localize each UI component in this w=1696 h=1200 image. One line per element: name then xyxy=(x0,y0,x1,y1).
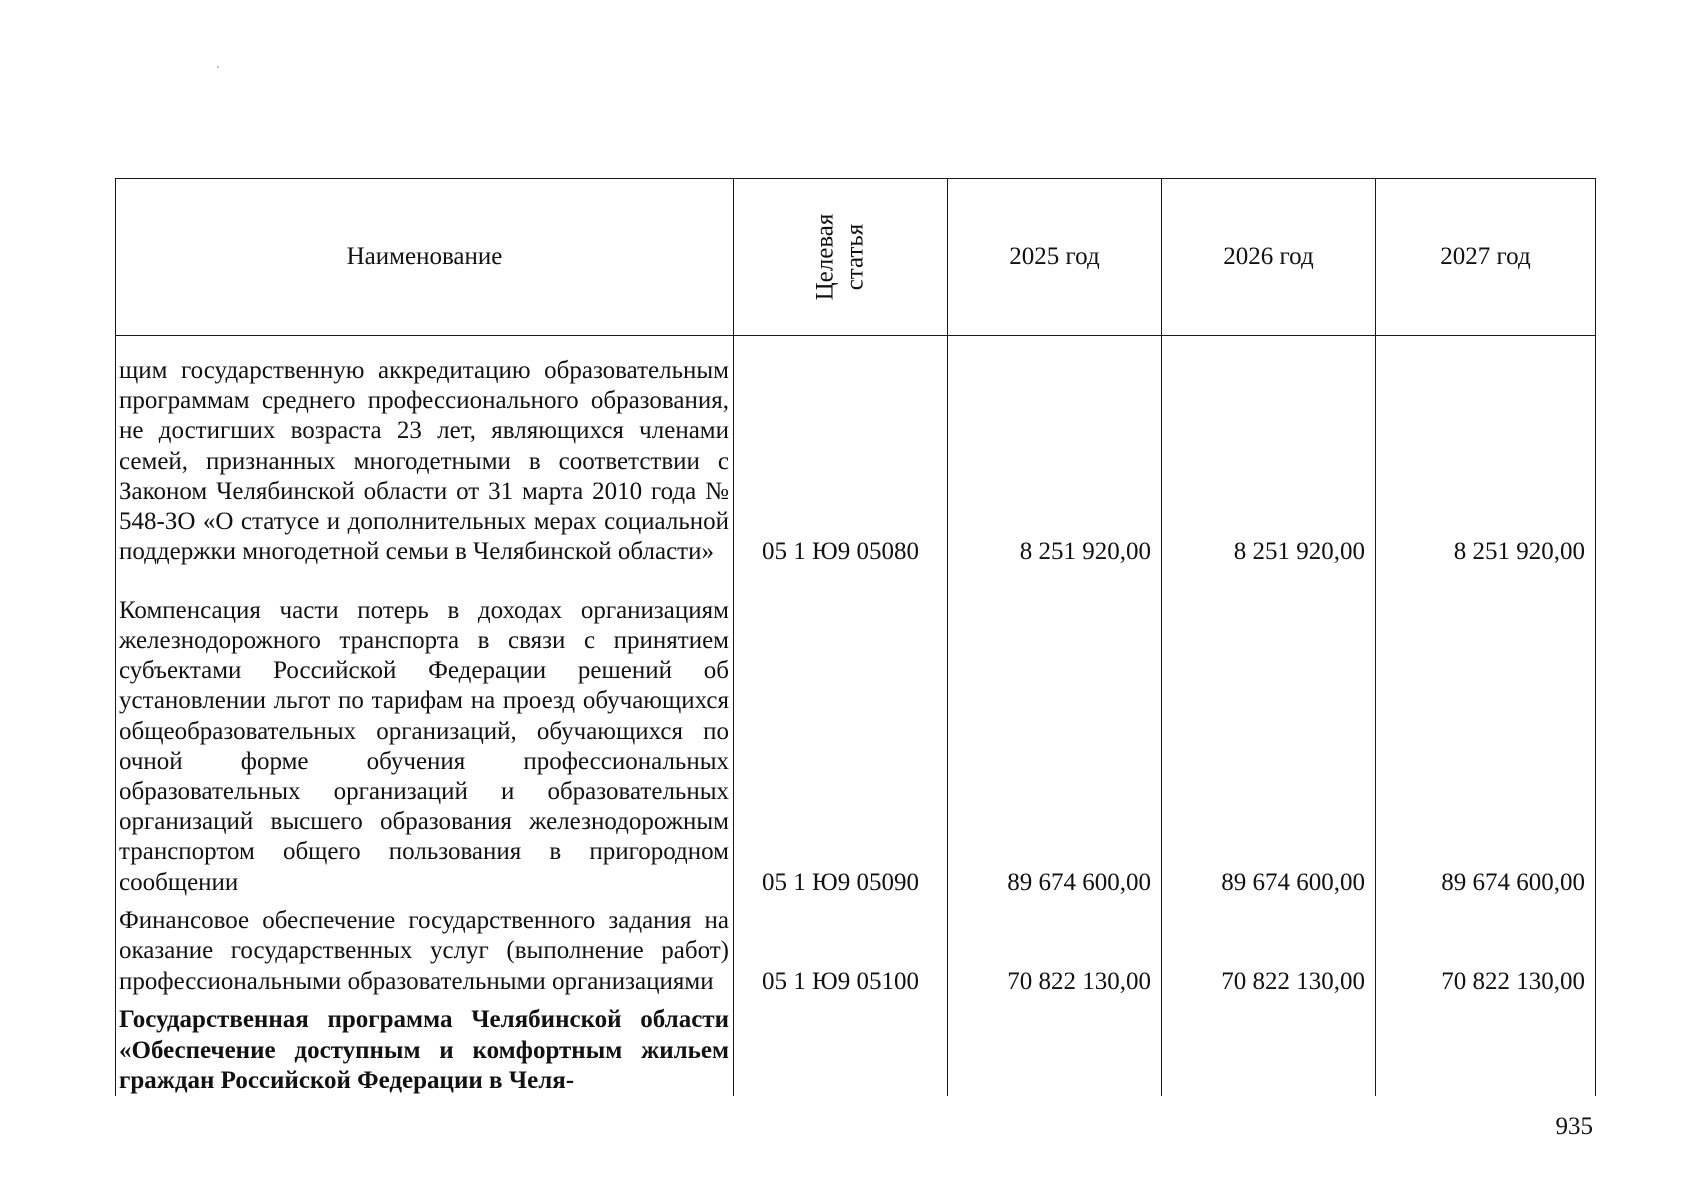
row-2027: 70 822 130,00 xyxy=(1376,898,1596,997)
row-name: Финансовое обеспечение государственного задания на оказание государственных услуг (выполнение работ) профессиональными образовательными организациями xyxy=(116,898,734,997)
header-name: Наименование xyxy=(116,179,734,336)
row-2026 xyxy=(1162,997,1376,1096)
row-2026: 70 822 130,00 xyxy=(1162,898,1376,997)
table-row xyxy=(116,997,1596,1096)
header-target-line1: Целевая xyxy=(811,213,839,301)
table-row xyxy=(116,336,1596,568)
budget-table xyxy=(115,178,1596,1096)
header-2026: 2026 год xyxy=(1162,179,1376,336)
table-row xyxy=(116,898,1596,997)
row-code: 05 1 Ю9 05100 xyxy=(734,898,948,997)
header-target-line2: статья xyxy=(841,223,869,291)
row-2026: 8 251 920,00 xyxy=(1162,336,1376,568)
table-row xyxy=(116,567,1596,897)
row-2027 xyxy=(1376,997,1596,1096)
row-name: щим государственную аккредитацию образовательным программам среднего профессионального образования, не достигших возраста 23 лет, являющихся членами семей, признанных многодетными в соответствии с Законом Челябинской области от 31 марта 2010 года № 548-ЗО «О статусе и дополнительных мерах социальной поддержки многодетной семьи в Челябинской области» xyxy=(116,336,734,568)
row-2025: 70 822 130,00 xyxy=(948,898,1162,997)
header-2027: 2027 год xyxy=(1376,179,1596,336)
page-number: 935 xyxy=(1555,1113,1593,1140)
scan-speck xyxy=(217,66,219,68)
row-2025: 89 674 600,00 xyxy=(948,567,1162,897)
row-name-program-title: Государственная программа Челябинской области «Обеспечение доступным и комфортным жильем граждан Российской Федерации в Челя- xyxy=(116,997,734,1096)
header-2025: 2025 год xyxy=(948,179,1162,336)
row-2026: 89 674 600,00 xyxy=(1162,567,1376,897)
row-code: 05 1 Ю9 05090 xyxy=(734,567,948,897)
row-2025 xyxy=(948,997,1162,1096)
row-2027: 89 674 600,00 xyxy=(1376,567,1596,897)
table-header-row xyxy=(116,179,1596,336)
row-2027: 8 251 920,00 xyxy=(1376,336,1596,568)
row-name: Компенсация части потерь в доходах организациям железнодорожного транспорта в связи с принятием субъектами Российской Федерации решений об установлении льгот по тарифам на проезд обучающихся общеобразовательных организаций, обучающихся по очной форме обучения профессиональных образовательных организаций и образовательных организаций высшего образования железнодорожным транспортом общего пользования в пригородном сообщении xyxy=(116,567,734,897)
row-code: 05 1 Ю9 05080 xyxy=(734,336,948,568)
header-target-article xyxy=(734,179,948,336)
row-2025: 8 251 920,00 xyxy=(948,336,1162,568)
row-code xyxy=(734,997,948,1096)
